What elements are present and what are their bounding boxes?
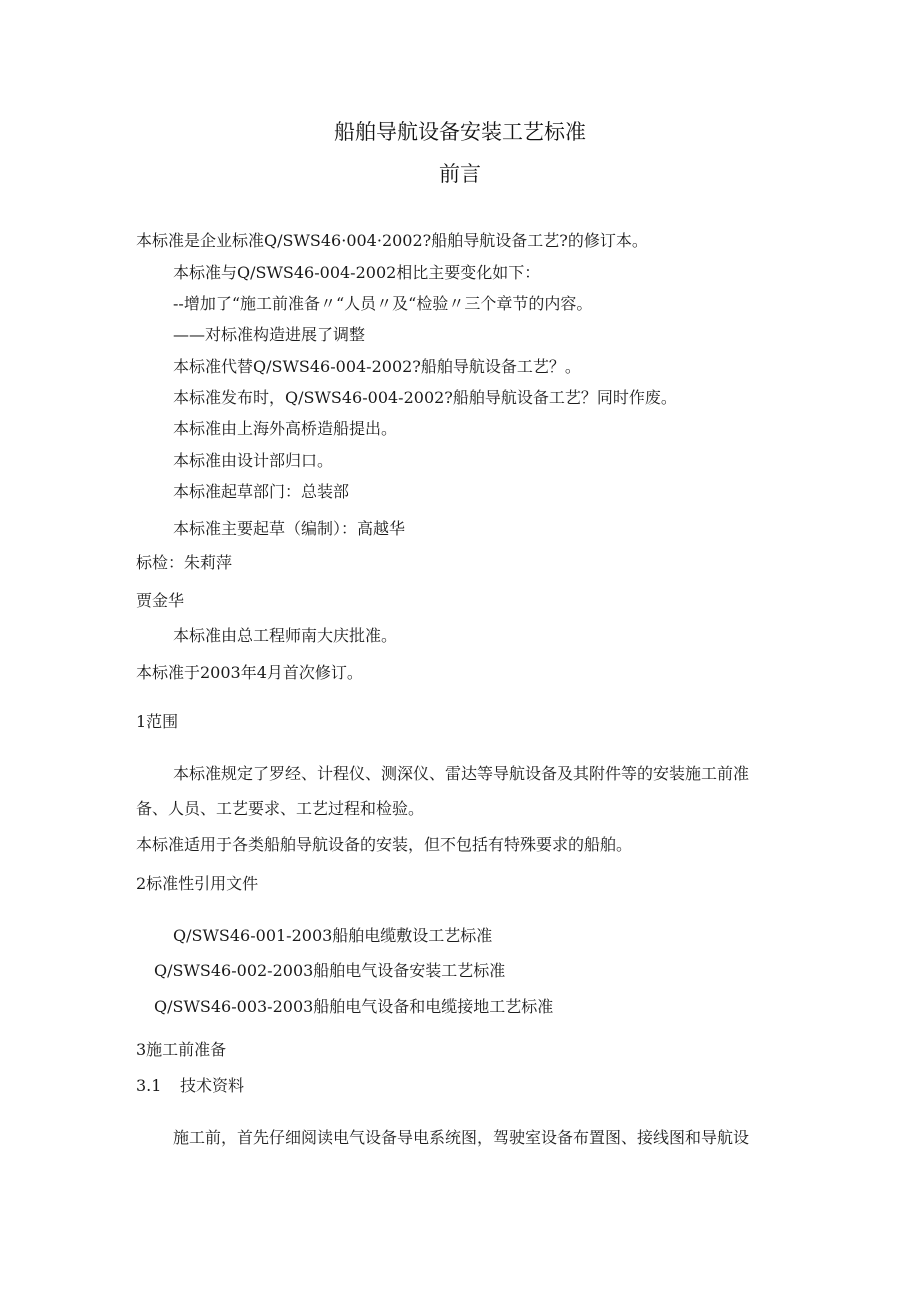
preface-line: 本标准由总工程师南大庆批准。: [173, 626, 398, 645]
section-heading: 1范围: [136, 712, 179, 731]
paragraph-line: 施工前，首先仔细阅读电气设备导电系统图，驾驶室设备布置图、接线图和导航设: [173, 1128, 750, 1147]
reference-item: Q/SWS46-002-2003船舶电气设备安装工艺标准: [154, 961, 506, 980]
preface-line: 本标准主要起草（编制）：高越华: [173, 519, 406, 538]
preface-line: 本标准与Q/SWS46-004-2002相比主要变化如下：: [173, 263, 541, 282]
reference-item: Q/SWS46-003-2003船舶电气设备和电缆接地工艺标准: [154, 997, 554, 1016]
subsection-title: 技术资料: [180, 1076, 245, 1095]
preface-line: 本标准代替Q/SWS46-004-2002?船舶导航设备工艺？。: [173, 357, 581, 376]
preface-heading: 前言: [439, 162, 481, 186]
section-heading: 2标准性引用文件: [136, 874, 259, 893]
paragraph-line: 备、人员、工艺要求、工艺过程和检验。: [136, 799, 425, 818]
paragraph-line: 本标准规定了罗经、计程仪、测深仪、雷达等导航设备及其附件等的安装施工前准: [173, 764, 750, 783]
preface-line: 本标准发布时，Q/SWS46-004-2002?船舶导航设备工艺？同时作废。: [173, 388, 677, 407]
preface-line: 本标准由上海外高桥造船提出。: [173, 419, 398, 438]
section-heading: 3施工前准备: [136, 1040, 227, 1059]
preface-line: 本标准是企业标准Q/SWS46·004·2002?船舶导航设备工艺?的修订本。: [136, 231, 648, 250]
preface-line: 本标准起草部门：总装部: [173, 482, 350, 501]
subsection-number: 3.1: [136, 1076, 162, 1095]
preface-line: 标检：朱莉萍: [136, 553, 233, 572]
preface-line: 贾金华: [136, 591, 185, 610]
preface-line: --增加了“施工前准备〃“人员〃及“检验〃三个章节的内容。: [173, 294, 593, 313]
paragraph-line: 本标准适用于各类船舶导航设备的安装，但不包括有特殊要求的船舶。: [136, 835, 633, 854]
document-title: 船舶导航设备安装工艺标准: [334, 120, 586, 144]
preface-line: 本标准于2003年4月首次修订。: [136, 663, 363, 682]
preface-line: ——对标准构造进展了调整: [173, 325, 366, 344]
preface-line: 本标准由设计部归口。: [173, 451, 334, 470]
reference-item: Q/SWS46-001-2003船舶电缆敷设工艺标准: [173, 926, 493, 945]
